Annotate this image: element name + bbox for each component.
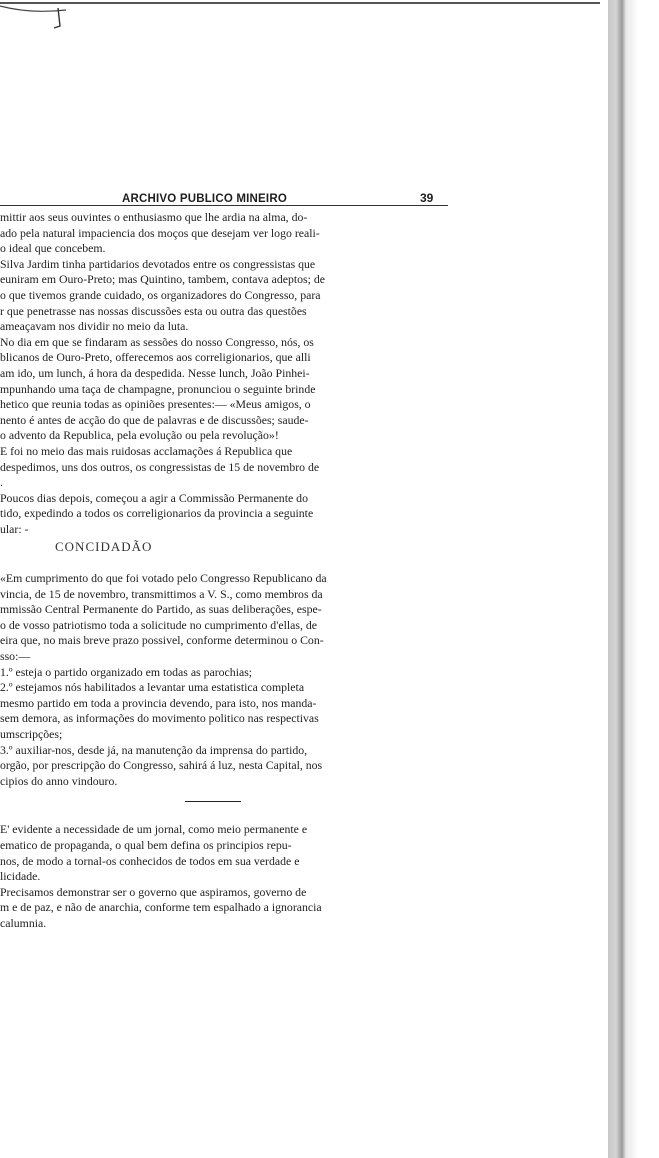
text-line: E' evidente a necessidade de um jornal, como meio permanente e xyxy=(0,822,308,837)
section-divider xyxy=(185,801,241,802)
text-line: am ido, um lunch, á hora da despedida. Nesse lunch, João Pinhei- xyxy=(0,365,310,380)
text-line: E foi no meio das mais ruidosas acclamações á Republica que xyxy=(0,443,293,458)
text-line: ematico de propaganda, o qual bem defina os principios repu- xyxy=(0,837,292,852)
text-line: mmissão Central Permanente do Partido, as suas deliberações, espe- xyxy=(0,602,322,617)
text-line: . xyxy=(0,475,3,490)
text-line: o de vosso patriotismo toda a solicitude no cumprimento d'ellas, de xyxy=(0,617,317,632)
text-line: sem demora, as informações do movimento politico nas respectivas xyxy=(0,711,319,726)
text-line: o advento da Republica, pela evolução ou pela revolução»! xyxy=(0,428,279,443)
text-line: r que penetrasse nas nossas discussões esta ou outra das questões xyxy=(0,303,307,318)
text-line: ular: - xyxy=(0,521,29,536)
text-line: ameaçavam nos dividir no meio da luta. xyxy=(0,319,189,334)
body-text xyxy=(0,210,455,932)
text-line: cipios do anno vindouro. xyxy=(0,773,118,788)
text-line: mittir aos seus ouvintes o enthusiasmo que lhe ardia na alma, do- xyxy=(0,210,308,224)
text-line: sso:— xyxy=(0,649,31,664)
page-number: 39 xyxy=(420,191,434,205)
text-line: nos, de modo a tornal-os conhecidos de todos em sua verdade e xyxy=(0,853,300,868)
header-rule xyxy=(0,205,448,206)
text-line: nento é antes de acção do que de palavras e de discussões; saude- xyxy=(0,412,309,427)
text-line: Silva Jardim tinha partidarios devotados entre os congressistas que xyxy=(0,256,316,271)
text-line: eira que, no mais breve prazo possivel, conforme determinou o Con- xyxy=(0,633,324,648)
text-line: euniram em Ouro-Preto; mas Quintino, tambem, contava adeptos; de xyxy=(0,272,325,287)
text-line: licidade. xyxy=(0,869,41,884)
text-line: 1.º esteja o partido organizado em todas as parochias; xyxy=(0,664,253,679)
text-line: No dia em que se findaram as sessões do nosso Congresso, nós, os xyxy=(0,334,314,349)
text-line: hetico que reunia todas as opiniões presentes:— «Meus amigos, o xyxy=(0,397,311,412)
text-line: o que tivemos grande cuidado, os organizadores do Congresso, para xyxy=(0,287,321,302)
text-line: 2.º estejamos nós habilitados a levantar uma estatistica completa xyxy=(0,680,305,695)
text-line: blicanos de Ouro-Preto, offerecemos aos correligionarios, que alli xyxy=(0,350,311,365)
text-line: Poucos dias depois, começou a agir a Commissão Permanente do xyxy=(0,490,308,505)
running-head: ARCHIVO PUBLICO MINEIRO xyxy=(122,193,287,205)
text-line: m e de paz, e não de anarchia, conforme tem espalhado a ignorancia xyxy=(0,900,322,915)
spacer xyxy=(0,559,455,571)
text-line: ado pela natural impaciencia dos moços que desejam ver logo reali- xyxy=(0,225,320,240)
text-line: vincia, de 15 de novembro, transmittimos a V. S., como membros da xyxy=(0,586,323,601)
ink-mark xyxy=(0,0,70,36)
text-line: mesmo partido em toda a provincia devendo, para isto, nos manda- xyxy=(0,695,317,710)
text-line: Precisamos demonstrar ser o governo que aspiramos, governo de xyxy=(0,884,307,899)
text-line: o ideal que concebem. xyxy=(0,241,106,256)
text-line: mpunhando uma taça de champagne, pronunciou o seguinte brinde xyxy=(0,381,316,396)
text-line: orgão, por prescripção do Congresso, sahirá á luz, nesta Capital, nos xyxy=(0,758,323,773)
text-line: umscripções; xyxy=(0,727,63,741)
circular-heading: CONCIDADÃO xyxy=(55,539,153,555)
text-line: «Em cumprimento do que foi votado pelo Congresso Republicano da xyxy=(0,571,327,586)
text-line: 3.º auxiliar-nos, desde já, na manutenção da imprensa do partido, xyxy=(0,742,308,757)
text-line: despedimos, uns dos outros, os congressistas de 15 de novembro de xyxy=(0,459,320,474)
text-line: calumnia. xyxy=(0,915,47,930)
text-line: tido, expedindo a todos os correligionarios da provincia a seguinte xyxy=(0,506,314,521)
page-edge-shadow xyxy=(608,0,659,1158)
top-edge-line xyxy=(0,2,600,4)
